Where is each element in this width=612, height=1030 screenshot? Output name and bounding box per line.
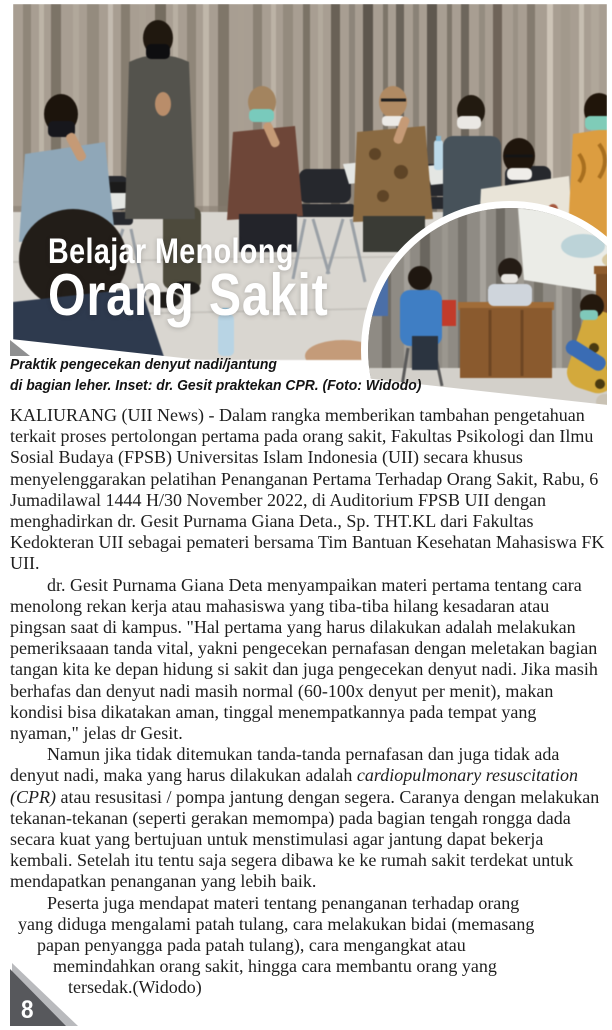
article-paragraph-2: dr. Gesit Purnama Giana Deta menyampaikan materi pertama tentang cara menolong rekan kerja atau mahasiswa yang tiba-tiba hilang kesadaran atau pingsan saat di kampus. "Hal pertama yang harus dilakukan adalah melakukan pemeriksaaan tanda vital, yakni pengecekan pernafasan dengan meletakan bagian tangan kita ke depan hidung si sakit dan juga pengecekan denyut nadi. Jika masih berhafas dan denyut nadi masih normal (60-100x denyut per menit), makan kondisi bisa dikatakan aman, tinggal menempatkannya pada tempat yang nyaman," jelas dr Gesit. xyxy=(10,574,598,744)
hero-photo-block xyxy=(13,4,607,405)
paragraph-4-line: papan penyangga pada patah tulang), cara mengangkat atau xyxy=(37,935,466,956)
article-paragraph-3 xyxy=(10,744,607,892)
paragraph-3-text-after: atau resusitasi / pompa jantung dengan segera. Caranya dengan melakukan tekanan-tekanan (seperti gerakan memompa) pada bagian tengah rongga dada secara kuat yang bertujuan untuk menstimulasi agar jantung dapat bekerja kembali. Setelah itu tentu saja segera dibawa ke ke rumah sakit terdekat untuk mendapatkan penanganan yang lebih baik. xyxy=(10,786,600,892)
page-number: 8 xyxy=(21,996,34,1024)
paragraph-4-line: tersedak.(Widodo) xyxy=(68,977,202,998)
paragraph-3-text: Namun jika tidak ditemukan tanda-tanda pernafasan dan juga tidak ada denyut nadi, maka yang harus dilakukan adalah xyxy=(10,744,560,786)
article-paragraph-1: KALIURANG (UII News) - Dalam rangka memberikan tambahan pengetahuan terkait proses pertolongan pertama pada orang sakit, Fakultas Psikologi dan Ilmu Sosial Budaya (FPSB) Universitas Islam Indonesia (UII) secara khusus menyelenggarakan pelatihan Penanganan Pertama Terhadap Orang Sakit, Rabu, 6 Jumadilawal 1444 H/30 November 2022, di Auditorium FPSB UII dengan menghadirkan dr. Gesit Purnama Giana Deta., Sp. THT.KL dari Fakultas Kedokteran UII sebagai pemateri bersama Tim Bantuan Kesehatan Mahasiswa FK UII. xyxy=(10,405,605,574)
paragraph-4-line: yang diduga mengalami patah tulang, cara melakukan bidai (memasang xyxy=(18,913,535,934)
article-body xyxy=(10,405,607,999)
hero-title xyxy=(48,232,390,328)
hero-title-line2: Orang Sakit xyxy=(48,262,329,328)
photo-caption-line1: Praktik pengecekan denyut nadi/jantung xyxy=(10,357,277,373)
paragraph-3-italic-term: cardiopulmonary resuscitation (CPR) xyxy=(10,765,579,807)
photo-caption xyxy=(10,355,421,397)
photo-caption-line2: di bagian leher. Inset: dr. Gesit praktekan CPR. (Foto: Widodo) xyxy=(10,378,422,394)
paragraph-4-line: Peserta juga mendapat materi tentang penanganan terhadap orang xyxy=(47,892,520,913)
hero-title-line1: Belajar Menolong xyxy=(48,232,294,271)
article-paragraph-4 xyxy=(10,893,607,999)
paragraph-4-line: memindahkan orang sakit, hingga cara membantu orang yang xyxy=(53,956,497,977)
